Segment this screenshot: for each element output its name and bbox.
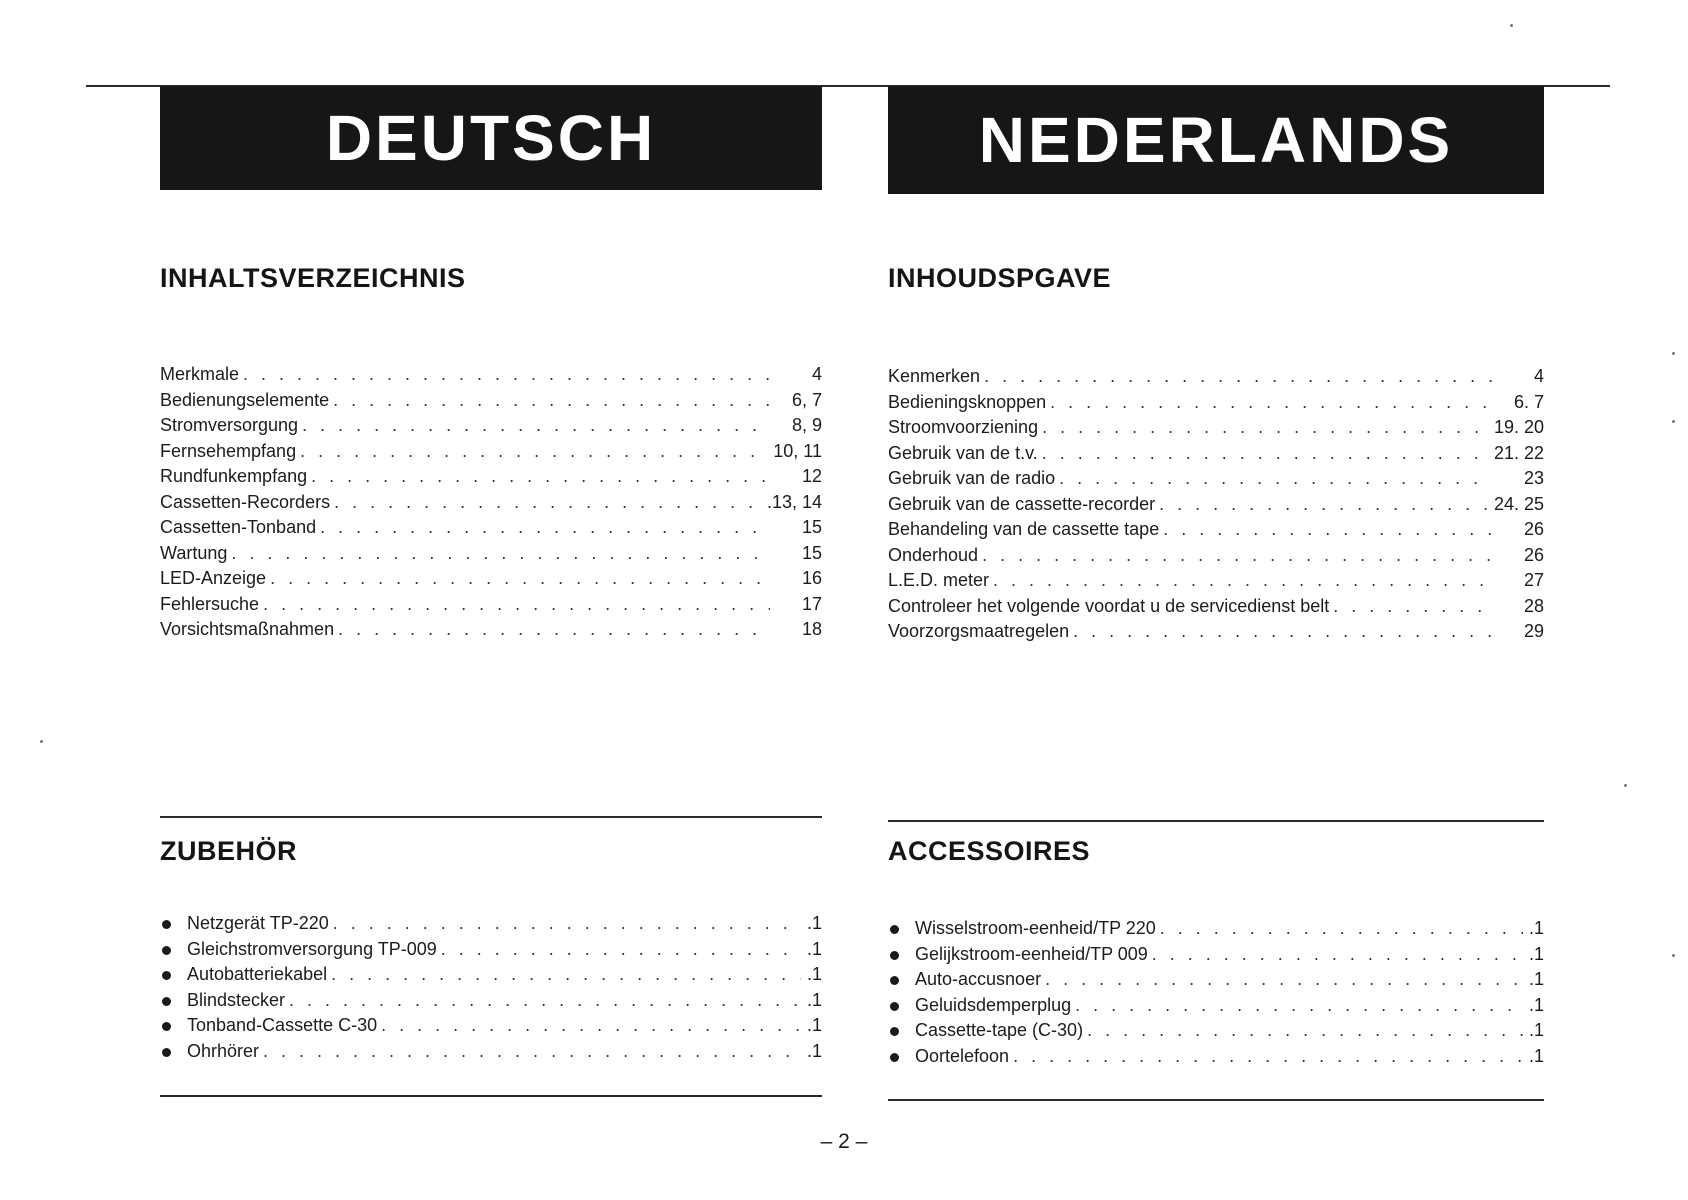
accessories-title-deutsch: ZUBEHÖR xyxy=(160,836,297,866)
divider-rule xyxy=(160,1095,822,1097)
toc-entry-cassetten-tonband[interactable]: Cassetten-Tonband . . . 15 xyxy=(160,517,822,543)
divider-rule xyxy=(888,820,1544,822)
bullet-icon xyxy=(890,976,899,985)
accessories-title-nederlands: ACCESSOIRES xyxy=(888,836,1091,866)
bullet-icon xyxy=(890,1002,899,1011)
bullet-icon xyxy=(890,1027,899,1036)
page-number: – 2 – xyxy=(820,1130,868,1153)
toc-entry-behandeling-cassette-tape[interactable]: Behandeling van de cassette tape . . . 26 xyxy=(888,519,1544,545)
toc-title-nederlands: INHOUDSPGAVE xyxy=(888,263,1112,293)
toc-entry-led-anzeige[interactable]: LED-Anzeige . . . 16 xyxy=(160,568,822,594)
toc-list-nederlands xyxy=(888,366,1544,647)
accessory-item: Blindstecker . . . .1 xyxy=(160,990,822,1016)
accessory-item: Ohrhörer . . . .1 xyxy=(160,1041,822,1067)
bullet-icon xyxy=(162,946,171,955)
toc-entry-voorzorgsmaatregelen[interactable]: Voorzorgsmaatregelen . . . 29 xyxy=(888,621,1544,647)
accessory-item: Gelijkstroom-eenheid/TP 009 . . . .1 xyxy=(888,944,1544,970)
accessory-item: Wisselstroom-eenheid/TP 220 . . . .1 xyxy=(888,918,1544,944)
accessory-item: Cassette-tape (C-30) . . . .1 xyxy=(888,1020,1544,1046)
accessory-item: Oortelefoon . . . .1 xyxy=(888,1046,1544,1072)
banner-deutsch: DEUTSCH xyxy=(160,86,822,190)
toc-entry-gebruik-radio[interactable]: Gebruik van de radio . . . 23 xyxy=(888,468,1544,494)
accessories-list-deutsch xyxy=(160,913,822,1066)
toc-entry-stroomvoorziening[interactable]: Stroomvoorziening . . . 19. 20 xyxy=(888,417,1544,443)
bullet-icon xyxy=(162,1048,171,1057)
divider-rule xyxy=(888,1099,1544,1101)
toc-entry-cassetten-recorders[interactable]: Cassetten-Recorders . . . .13, 14 xyxy=(160,492,822,518)
accessory-item: Netzgerät TP-220 . . . .1 xyxy=(160,913,822,939)
toc-entry-merkmale[interactable]: Merkmale . . . 4 xyxy=(160,364,822,390)
column-deutsch xyxy=(160,0,822,1200)
accessory-item: Tonband-Cassette C-30 . . . .1 xyxy=(160,1015,822,1041)
accessory-item: Geluidsdemperplug . . . .1 xyxy=(888,995,1544,1021)
scan-speck xyxy=(40,740,43,743)
toc-entry-controleer[interactable]: Controleer het volgende voordat u de servicedienst belt . . . 28 xyxy=(888,596,1544,622)
toc-entry-stromversorgung[interactable]: Stromversorgung . . . 8, 9 xyxy=(160,415,822,441)
column-nederlands xyxy=(888,0,1544,1200)
accessory-item: Autobatteriekabel . . . .1 xyxy=(160,964,822,990)
toc-title-deutsch: INHALTSVERZEICHNIS xyxy=(160,263,466,293)
scan-speck xyxy=(1672,954,1675,957)
toc-entry-vorsichtsmassnahmen[interactable]: Vorsichtsmaßnahmen . . . 18 xyxy=(160,619,822,645)
bullet-icon xyxy=(162,920,171,929)
accessory-item: Auto-accusnoer . . . .1 xyxy=(888,969,1544,995)
bullet-icon xyxy=(890,951,899,960)
bullet-icon xyxy=(162,1022,171,1031)
toc-entry-bedienungselemente[interactable]: Bedienungselemente . . . 6, 7 xyxy=(160,390,822,416)
toc-entry-led-meter[interactable]: L.E.D. meter . . . 27 xyxy=(888,570,1544,596)
accessories-list-nederlands xyxy=(888,918,1544,1071)
toc-entry-fehlersuche[interactable]: Fehlersuche . . . 17 xyxy=(160,594,822,620)
bullet-icon xyxy=(890,925,899,934)
toc-entry-gebruik-tv[interactable]: Gebruik van de t.v. . . . 21. 22 xyxy=(888,443,1544,469)
divider-rule xyxy=(160,816,822,818)
banner-nederlands: NEDERLANDS xyxy=(888,86,1544,194)
toc-entry-onderhoud[interactable]: Onderhoud . . . 26 xyxy=(888,545,1544,571)
bullet-icon xyxy=(890,1053,899,1062)
toc-entry-gebruik-cassette-recorder[interactable]: Gebruik van de cassette-recorder . . . 24. 25 xyxy=(888,494,1544,520)
toc-entry-bedieningsknoppen[interactable]: Bedieningsknoppen . . . 6. 7 xyxy=(888,392,1544,418)
bullet-icon xyxy=(162,997,171,1006)
scan-speck xyxy=(1672,352,1675,355)
scan-speck xyxy=(1672,420,1675,423)
toc-list-deutsch xyxy=(160,364,822,645)
scan-speck xyxy=(1510,24,1513,27)
accessory-item: Gleichstromversorgung TP-009 . . . .1 xyxy=(160,939,822,965)
toc-entry-fernsehempfang[interactable]: Fernsehempfang . . . 10, 11 xyxy=(160,441,822,467)
toc-entry-kenmerken[interactable]: Kenmerken . . . 4 xyxy=(888,366,1544,392)
toc-entry-wartung[interactable]: Wartung . . . 15 xyxy=(160,543,822,569)
bullet-icon xyxy=(162,971,171,980)
toc-entry-rundfunkempfang[interactable]: Rundfunkempfang . . . 12 xyxy=(160,466,822,492)
scan-speck xyxy=(1624,784,1627,787)
